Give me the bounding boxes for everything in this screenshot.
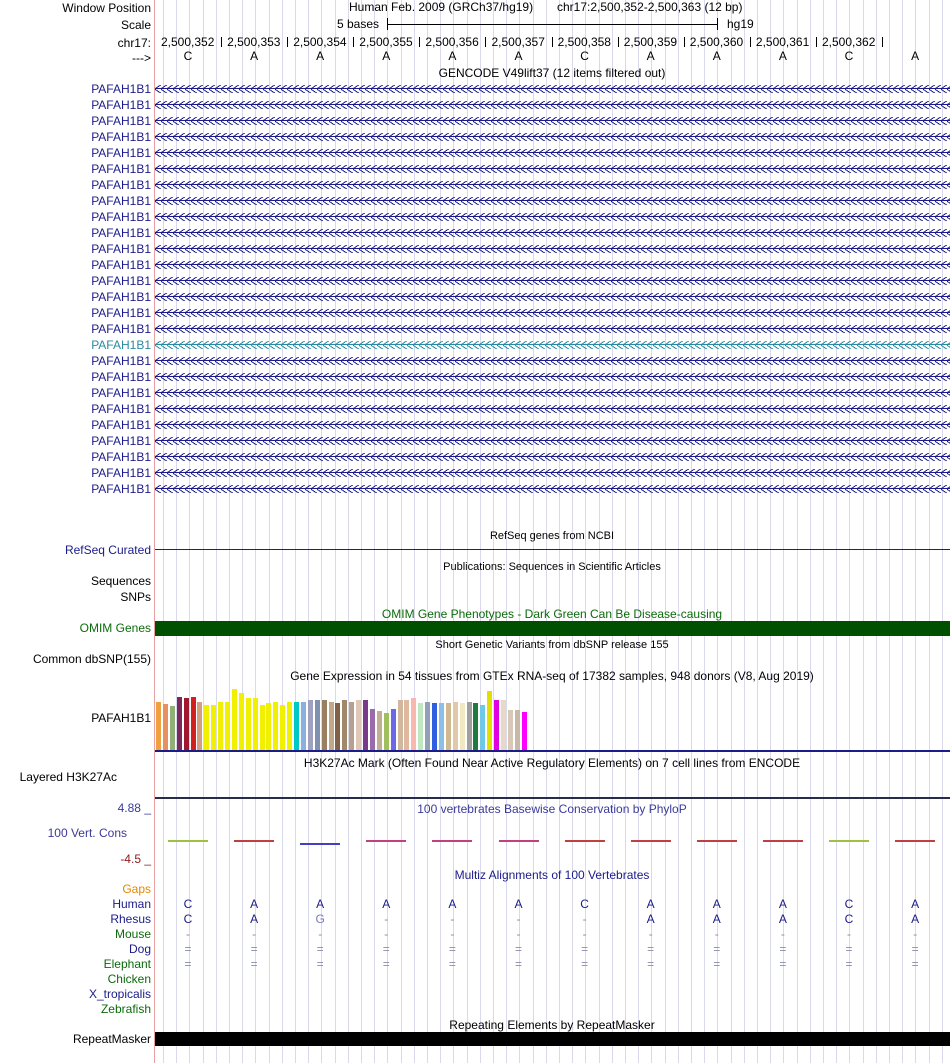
phylop-score-mark (763, 840, 803, 842)
repeatmasker-label[interactable]: RepeatMasker (72, 1032, 151, 1046)
gtex-tissue-bar[interactable] (432, 703, 437, 750)
alignment-base: = (448, 942, 456, 956)
gencode-gene-label[interactable]: PAFAH1B1 (91, 242, 151, 256)
ruler-tick-label: 2,500,354 (293, 35, 347, 49)
gtex-tissue-bar[interactable] (335, 703, 340, 750)
alignment-base: = (581, 942, 589, 956)
gencode-gene-label[interactable]: PAFAH1B1 (91, 370, 151, 384)
base-letter: A (316, 49, 325, 63)
alignment-base: = (184, 957, 192, 971)
gtex-tissue-bar[interactable] (184, 698, 189, 750)
gencode-transcript[interactable] (155, 325, 950, 333)
alignment-base: A (712, 897, 721, 911)
phylop-score-mark (631, 840, 671, 842)
alignment-base: = (911, 957, 919, 971)
gencode-gene-label[interactable]: PAFAH1B1 (91, 178, 151, 192)
refseq-line[interactable] (155, 549, 950, 550)
snps-label[interactable]: SNPs (120, 590, 151, 604)
gencode-transcript[interactable] (155, 405, 950, 413)
gencode-gene-label[interactable]: PAFAH1B1 (91, 130, 151, 144)
gtex-tissue-bar[interactable] (218, 702, 223, 750)
gencode-gene-label[interactable]: PAFAH1B1 (91, 114, 151, 128)
gencode-gene-label[interactable]: PAFAH1B1 (91, 466, 151, 480)
species-label[interactable]: X_tropicalis (88, 987, 151, 1001)
omim-track-title: OMIM Gene Phenotypes - Dark Green Can Be Disease-causing (381, 607, 723, 621)
gtex-tissue-bar[interactable] (301, 702, 306, 750)
alignment-base: A (448, 897, 457, 911)
alignment-base: A (250, 897, 259, 911)
gtex-tissue-bar[interactable] (225, 702, 230, 750)
gencode-transcript[interactable] (155, 245, 950, 253)
cons-max-label: 4.88 _ (117, 801, 151, 815)
cons-min-label: -4.5 _ (120, 852, 151, 866)
ruler-tick-mark (882, 37, 883, 47)
ruler-tick-label: 2,500,362 (822, 35, 876, 49)
gtex-gene-label[interactable]: PAFAH1B1 (91, 711, 151, 725)
gtex-tissue-bar[interactable] (163, 704, 168, 750)
gencode-gene-label[interactable]: PAFAH1B1 (91, 98, 151, 112)
gencode-gene-label[interactable]: PAFAH1B1 (91, 194, 151, 208)
base-letter: A (250, 49, 259, 63)
species-label[interactable]: Dog (128, 942, 151, 956)
gtex-tissue-bar[interactable] (522, 712, 527, 750)
base-letter: A (778, 49, 787, 63)
alignment-base: - (516, 912, 521, 926)
alignment-base: - (186, 927, 190, 941)
base-letter: C (580, 49, 589, 63)
base-letter: A (514, 49, 523, 63)
alignment-base: A (250, 912, 259, 926)
gencode-gene-label[interactable]: PAFAH1B1 (91, 386, 151, 400)
base-letter: A (448, 49, 457, 63)
alignment-base: = (250, 942, 258, 956)
phylop-score-mark (168, 840, 208, 842)
alignment-base: - (252, 927, 257, 941)
gencode-gene-label[interactable]: PAFAH1B1 (91, 450, 151, 464)
gtex-tissue-bar[interactable] (266, 703, 271, 750)
alignment-base: - (318, 927, 323, 941)
ruler-tick-label: 2,500,359 (623, 35, 678, 49)
gtex-tissue-bar[interactable] (356, 700, 361, 750)
track-labels-panel (0, 0, 153, 1063)
ruler-tick-mark (485, 37, 486, 47)
alignment-base: = (713, 942, 721, 956)
gaps-label[interactable]: Gaps (122, 882, 151, 896)
gtex-tissue-bar[interactable] (232, 689, 237, 750)
gtex-tissue-bar[interactable] (287, 702, 292, 750)
gtex-tissue-bar[interactable] (273, 702, 278, 750)
ruler-tick-mark (221, 37, 222, 47)
gencode-gene-label[interactable]: PAFAH1B1 (91, 354, 151, 368)
alignment-base: A (911, 912, 920, 926)
alignment-base: A (514, 897, 523, 911)
gtex-tissue-bar[interactable] (322, 700, 327, 750)
gtex-tissue-bar[interactable] (473, 703, 478, 750)
phylop-score-mark (895, 840, 935, 842)
base-letter: A (712, 49, 721, 63)
gtex-tissue-bar[interactable] (439, 703, 444, 750)
alignment-base: = (911, 942, 919, 956)
cons-track-title: 100 vertebrates Basewise Conservation by PhyloP (417, 802, 687, 816)
gtex-tissue-bar[interactable] (425, 702, 430, 750)
ruler-tick-label: 2,500,356 (425, 35, 479, 49)
gtex-tissue-bar[interactable] (177, 697, 182, 750)
alignment-base: C (580, 897, 589, 911)
gtex-tissue-bar[interactable] (453, 702, 458, 750)
gencode-gene-label[interactable]: PAFAH1B1 (91, 434, 151, 448)
h3k27ac-baseline[interactable] (155, 797, 950, 799)
omim-genes-label[interactable]: OMIM Genes (79, 621, 151, 635)
alignment-base: = (581, 957, 589, 971)
gtex-tissue-bar[interactable] (467, 702, 472, 750)
gencode-gene-label[interactable]: PAFAH1B1 (91, 322, 151, 336)
repeatmasker-track-title: Repeating Elements by RepeatMasker (449, 1018, 655, 1032)
gencode-transcript[interactable] (155, 197, 950, 205)
gtex-tissue-bar[interactable] (418, 703, 423, 750)
ruler-tick-label: 2,500,357 (491, 35, 545, 49)
gencode-gene-label[interactable]: PAFAH1B1 (91, 162, 151, 176)
alignment-base: - (780, 927, 785, 941)
gencode-track-title: GENCODE V49lift37 (12 items filtered out) (438, 66, 666, 80)
alignment-base: = (647, 942, 655, 956)
gencode-transcript[interactable] (155, 165, 950, 173)
gtex-tissue-bar[interactable] (197, 702, 202, 750)
alignment-base: C (844, 897, 854, 911)
gtex-tissue-bar[interactable] (411, 698, 416, 750)
ruler-tick-mark (287, 37, 288, 47)
alignment-base: A (911, 897, 920, 911)
ruler-tick-label: 2,500,352 (161, 35, 215, 49)
alignment-base: - (384, 912, 389, 926)
phylop-score-mark (565, 840, 605, 842)
gtex-tissue-bar[interactable] (487, 691, 492, 750)
gtex-tissue-bar[interactable] (494, 700, 499, 750)
alignment-base: A (778, 912, 787, 926)
gtex-tissue-bar[interactable] (260, 705, 265, 750)
species-label[interactable]: Elephant (103, 957, 151, 971)
alignment-base: = (184, 942, 192, 956)
gtex-tissue-bar[interactable] (239, 693, 244, 750)
alignment-base: - (913, 927, 918, 941)
chrom-label: chr17: (117, 36, 151, 50)
gencode-gene-label[interactable]: PAFAH1B1 (91, 338, 151, 352)
species-label[interactable]: Rhesus (110, 912, 151, 926)
alignment-base: - (516, 927, 521, 941)
ruler-tick-mark (684, 37, 685, 47)
gencode-transcript[interactable] (155, 453, 950, 461)
gencode-transcript[interactable] (155, 117, 950, 125)
ruler-tick-label: 2,500,353 (227, 35, 281, 49)
gencode-transcript[interactable] (155, 229, 950, 237)
alignment-base: C (183, 897, 193, 911)
assembly-title: Human Feb. 2009 (GRCh37/hg19) (349, 0, 534, 14)
gtex-tissue-bar[interactable] (191, 697, 196, 750)
alignment-base: - (384, 927, 389, 941)
gtex-tissue-bar[interactable] (384, 713, 389, 750)
vert-cons-label[interactable]: 100 Vert. Cons (47, 826, 127, 840)
gtex-track-title: Gene Expression in 54 tissues from GTEx RNA-seq of 17382 samples, 948 donors (V8, Aug 2019) (290, 669, 814, 683)
gencode-gene-label[interactable]: PAFAH1B1 (91, 290, 151, 304)
gtex-tissue-bar[interactable] (501, 700, 506, 750)
alignment-base: - (582, 927, 587, 941)
alignment-base: - (714, 927, 719, 941)
gtex-tissue-bar[interactable] (342, 700, 347, 750)
gtex-tissue-bar[interactable] (280, 705, 285, 750)
gtex-tissue-bar[interactable] (363, 700, 368, 750)
gtex-bar-chart[interactable] (155, 684, 535, 750)
gtex-tissue-bar[interactable] (204, 705, 209, 750)
alignment-base: = (845, 957, 853, 971)
alignment-base: = (250, 957, 258, 971)
phylop-score-mark (499, 840, 539, 842)
alignment-base: = (316, 957, 324, 971)
alignment-base: A (316, 897, 325, 911)
alignment-base: A (712, 912, 721, 926)
gencode-transcript[interactable] (155, 293, 950, 301)
gtex-tissue-bar[interactable] (404, 700, 409, 750)
layered-h3k27ac-label[interactable]: Layered H3K27Ac (19, 770, 117, 784)
h3k27ac-track-title: H3K27Ac Mark (Often Found Near Active Regulatory Elements) on 7 cell lines from ENCODE (303, 756, 801, 770)
alignment-base: = (382, 942, 390, 956)
gtex-tissue-bar[interactable] (156, 702, 161, 750)
gencode-transcript[interactable] (155, 101, 950, 109)
gtex-tissue-bar[interactable] (515, 710, 520, 750)
gencode-transcript[interactable] (155, 133, 950, 141)
gencode-gene-label[interactable]: PAFAH1B1 (91, 482, 151, 496)
gtex-tissue-bar[interactable] (253, 698, 258, 750)
alignment-base: = (779, 942, 787, 956)
gencode-gene-label[interactable]: PAFAH1B1 (91, 82, 151, 96)
gencode-transcript[interactable] (155, 261, 950, 269)
gencode-transcript[interactable] (155, 389, 950, 397)
window-position-label: Window Position (62, 1, 151, 15)
gencode-transcript[interactable] (155, 373, 950, 381)
gencode-transcript[interactable] (155, 277, 950, 285)
gencode-gene-label[interactable]: PAFAH1B1 (91, 306, 151, 320)
gtex-tissue-bar[interactable] (329, 702, 334, 750)
gtex-tissue-bar[interactable] (308, 700, 313, 750)
gtex-tissue-bar[interactable] (211, 705, 216, 750)
species-label[interactable]: Chicken (107, 972, 151, 986)
gencode-transcript[interactable] (155, 213, 950, 221)
alignment-base: C (844, 912, 854, 926)
phylop-score-mark (366, 840, 406, 842)
refseq-track-title: RefSeq genes from NCBI (489, 530, 615, 542)
refseq-curated-label[interactable]: RefSeq Curated (64, 543, 151, 557)
alignment-base: A (382, 897, 391, 911)
gencode-transcript[interactable] (155, 437, 950, 445)
ruler-tick-mark (353, 37, 354, 47)
dbsnp-track-title: Short Genetic Variants from dbSNP release 155 (435, 639, 669, 651)
alignment-base: = (845, 942, 853, 956)
gtex-tissue-bar[interactable] (391, 709, 396, 750)
alignment-base: - (450, 927, 455, 941)
phylop-score-mark (829, 840, 869, 842)
base-letter: A (382, 49, 391, 63)
ruler-tick-mark (816, 37, 817, 47)
gencode-gene-label[interactable]: PAFAH1B1 (91, 258, 151, 272)
base-letter: C (183, 49, 193, 63)
base-letter: C (844, 49, 854, 63)
phylop-score-mark (432, 840, 472, 842)
gtex-tissue-bar[interactable] (315, 700, 320, 750)
multiz-track-title: Multiz Alignments of 100 Vertebrates (454, 868, 650, 882)
gencode-gene-label[interactable]: PAFAH1B1 (91, 146, 151, 160)
alignment-base: = (514, 942, 522, 956)
gencode-transcript[interactable] (155, 485, 950, 493)
gencode-transcript[interactable] (155, 149, 950, 157)
gtex-tissue-bar[interactable] (170, 706, 175, 750)
gtex-tissue-bar[interactable] (480, 705, 485, 750)
ruler-tick-label: 2,500,355 (359, 35, 413, 49)
track-image[interactable] (155, 0, 950, 1063)
alignment-base: = (448, 957, 456, 971)
ruler-tick-label: 2,500,360 (689, 35, 744, 49)
gencode-transcript[interactable] (155, 85, 950, 93)
gencode-transcript[interactable] (155, 421, 950, 429)
alignment-base: - (847, 927, 851, 941)
publications-track-title: Publications: Sequences in Scientific Articles (443, 561, 661, 573)
alignment-base: = (316, 942, 324, 956)
common-dbsnp-label[interactable]: Common dbSNP(155) (32, 652, 151, 666)
phylop-score-mark (697, 840, 737, 842)
gencode-transcript[interactable] (155, 341, 950, 349)
scale-bar (387, 18, 718, 30)
alignment-base: = (779, 957, 787, 971)
sequences-label[interactable]: Sequences (90, 574, 151, 588)
scale-db-label: hg19 (727, 17, 754, 31)
alignment-base: - (648, 927, 653, 941)
base-letter: A (646, 49, 655, 63)
alignment-base: - (582, 912, 587, 926)
gtex-tissue-bar[interactable] (460, 703, 465, 750)
alignment-base: = (382, 957, 390, 971)
alignment-base: - (450, 912, 455, 926)
gencode-transcript[interactable] (155, 469, 950, 477)
ruler-tick-label: 2,500,361 (755, 35, 810, 49)
gencode-transcript[interactable] (155, 181, 950, 189)
ruler-tick-mark (618, 37, 619, 47)
alignment-base: A (778, 897, 787, 911)
gtex-tissue-bar[interactable] (398, 700, 403, 750)
gtex-tissue-bar[interactable] (349, 702, 354, 750)
ruler-tick-mark (552, 37, 553, 47)
phylop-score-mark (234, 840, 274, 842)
omim-gene-bar[interactable] (155, 621, 950, 636)
gtex-tissue-bar[interactable] (377, 711, 382, 750)
ruler-tick-mark (750, 37, 751, 47)
alignment-base: = (713, 957, 721, 971)
gtex-tissue-bar[interactable] (294, 702, 299, 750)
species-label[interactable]: Mouse (114, 927, 151, 941)
alignment-base: A (646, 897, 655, 911)
base-letter: A (911, 49, 920, 63)
alignment-base: = (514, 957, 522, 971)
strand-label: ---> (132, 51, 151, 65)
gencode-gene-label[interactable]: PAFAH1B1 (91, 210, 151, 224)
alignment-base: A (646, 912, 655, 926)
gencode-gene-label[interactable]: PAFAH1B1 (91, 226, 151, 240)
position-title: chr17:2,500,352-2,500,363 (12 bp) (557, 0, 743, 14)
scale-bar-text: 5 bases (337, 17, 380, 31)
gtex-tissue-bar[interactable] (446, 703, 451, 750)
gencode-gene-label[interactable]: PAFAH1B1 (91, 274, 151, 288)
alignment-base: = (647, 957, 655, 971)
gencode-gene-label[interactable]: PAFAH1B1 (91, 402, 151, 416)
gencode-transcript[interactable] (155, 357, 950, 365)
gtex-baseline (155, 750, 950, 752)
gtex-tissue-bar[interactable] (246, 698, 251, 750)
ruler-tick-mark (419, 37, 420, 47)
repeatmasker-bar[interactable] (155, 1032, 950, 1046)
phylop-score-mark (300, 843, 340, 845)
species-label[interactable]: Human (112, 897, 151, 911)
alignment-base: G (315, 912, 325, 926)
gtex-tissue-bar[interactable] (508, 710, 513, 750)
gencode-gene-label[interactable]: PAFAH1B1 (91, 418, 151, 432)
ruler-tick-label: 2,500,358 (557, 35, 611, 49)
gencode-transcript[interactable] (155, 309, 950, 317)
alignment-base: C (183, 912, 193, 926)
species-label[interactable]: Zebrafish (100, 1002, 151, 1016)
gtex-tissue-bar[interactable] (370, 709, 375, 750)
scale-label: Scale (120, 18, 151, 32)
